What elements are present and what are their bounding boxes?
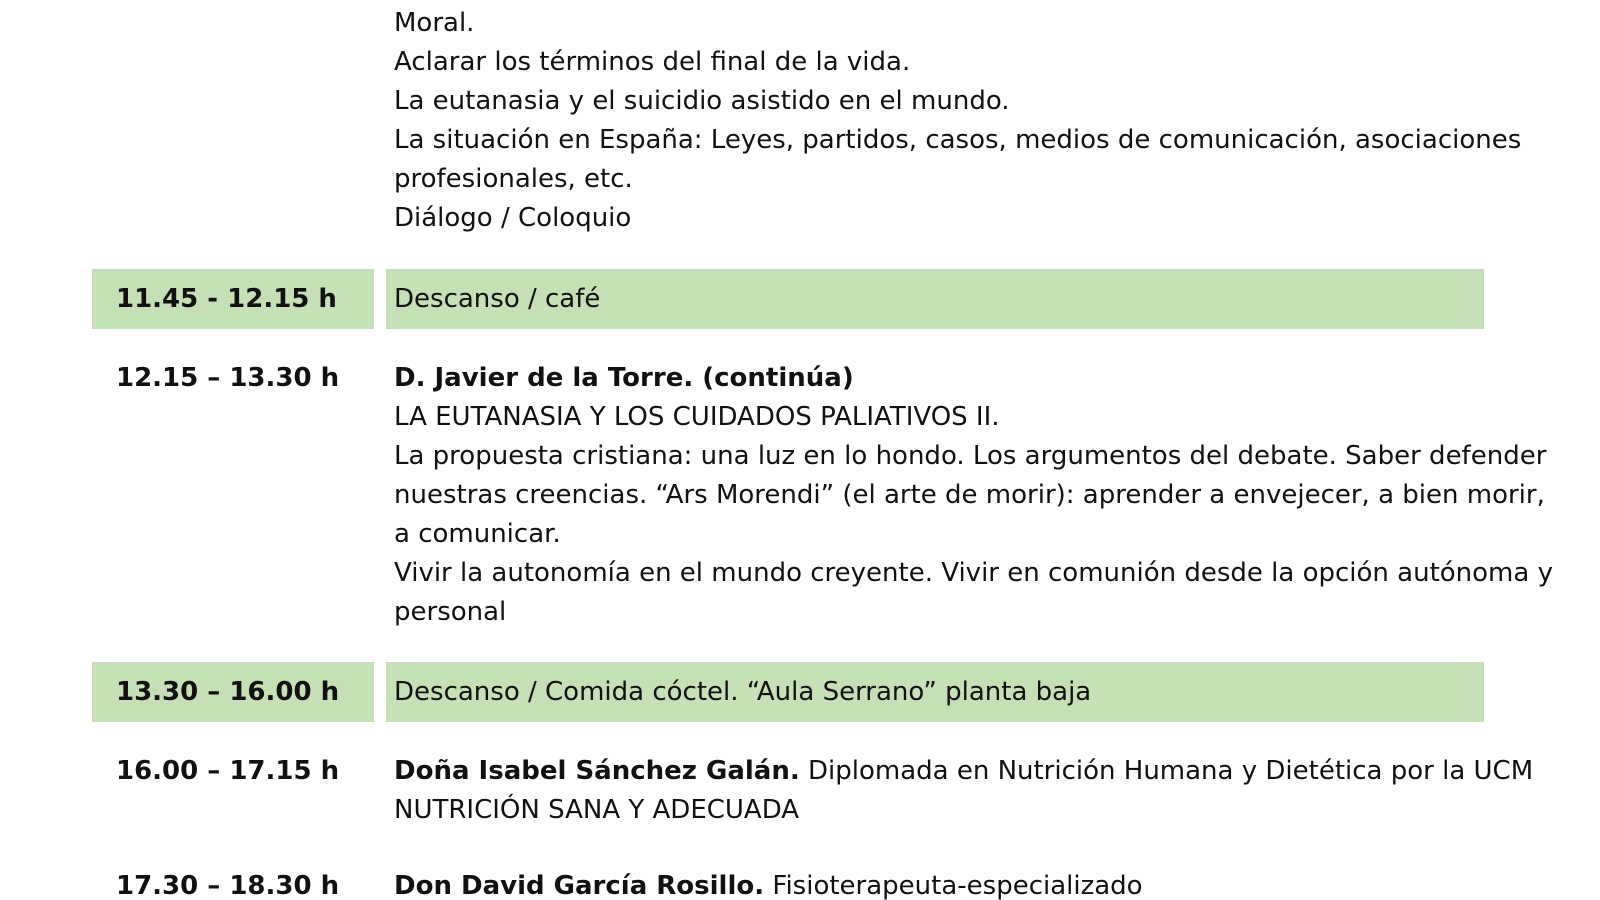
intro-line: Moral. — [394, 8, 475, 38]
intro-line: La eutanasia y el suicidio asistido en el mundo. — [394, 86, 1010, 116]
session-speaker: D. Javier de la Torre. (continúa) — [394, 363, 854, 393]
session-line: Vivir la autonomía en el mundo creyente. Vivir en comunión desde la opción autónoma y — [394, 558, 1553, 588]
intro-line: profesionales, etc. — [394, 164, 633, 194]
intro-line: Aclarar los términos del final de la vida. — [394, 47, 911, 77]
session-line: nuestras creencias. “Ars Morendi” (el arte de morir): aprender a envejecer, a bien morir, — [394, 480, 1545, 510]
break-time: 13.30 – 16.00 h — [116, 677, 340, 707]
session-line: LA EUTANASIA Y LOS CUIDADOS PALIATIVOS II. — [394, 402, 1000, 432]
session-time: 16.00 – 17.15 h — [116, 756, 340, 786]
session-time: 17.30 – 18.30 h — [116, 871, 340, 900]
break-text: Descanso / Comida cóctel. “Aula Serrano” planta baja — [394, 677, 1092, 707]
session-speaker-desc: Fisioterapeuta-especializado — [764, 871, 1143, 900]
intro-line: Diálogo / Coloquio — [394, 203, 632, 233]
intro-line: La situación en España: Leyes, partidos, casos, medios de comunicación, asociaciones — [394, 125, 1522, 155]
session-speaker-line — [394, 751, 1533, 791]
session-time: 12.15 – 13.30 h — [116, 363, 340, 393]
session-line: a comunicar. — [394, 519, 561, 549]
session-speaker-line — [394, 866, 1143, 900]
break-time: 11.45 - 12.15 h — [116, 284, 337, 314]
session-title: NUTRICIÓN SANA Y ADECUADA — [394, 795, 800, 825]
session-speaker: Don David García Rosillo. — [394, 871, 765, 900]
session-speaker: Doña Isabel Sánchez Galán. — [394, 756, 800, 786]
break-text: Descanso / café — [394, 284, 601, 314]
session-line: personal — [394, 597, 507, 627]
session-line: La propuesta cristiana: una luz en lo hondo. Los argumentos del debate. Saber defender — [394, 441, 1547, 471]
session-speaker-desc: Diplomada en Nutrición Humana y Dietética por la UCM — [799, 756, 1534, 786]
